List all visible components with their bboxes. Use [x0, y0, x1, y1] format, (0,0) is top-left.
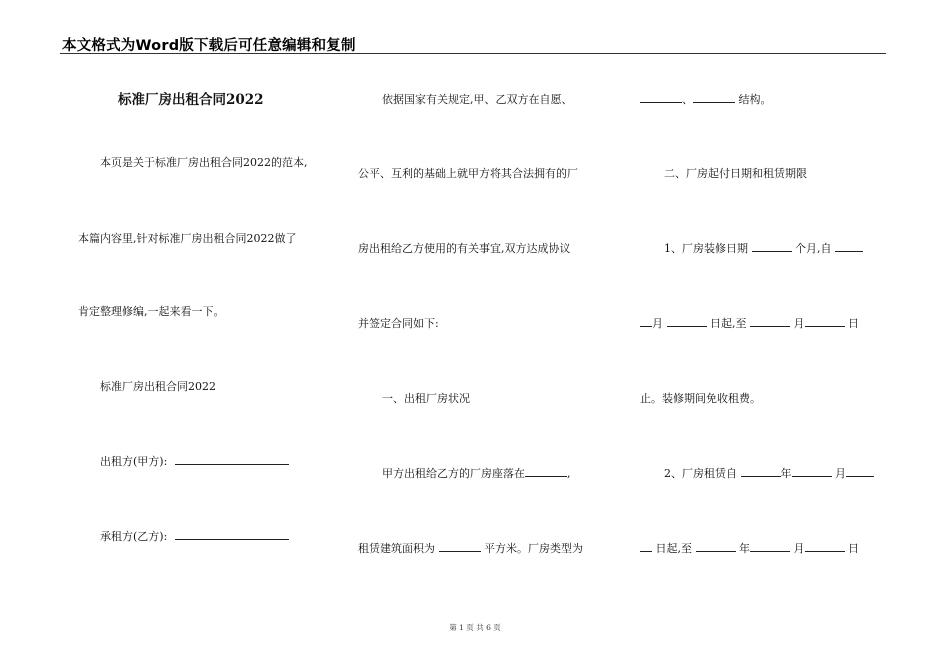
- renovation-date-line: [640, 317, 859, 331]
- document-header: 本文格式为Word版下载后可任意编辑和复制: [62, 38, 356, 54]
- intro-line-1: 本页是关于标准厂房出租合同2022的范本,: [100, 156, 308, 169]
- area-blank: [439, 542, 481, 552]
- renovation-line: [664, 242, 863, 256]
- area-unit-text: 平方米。厂房类型为: [484, 542, 583, 555]
- lessee-label: 承租方(乙方):: [100, 530, 168, 543]
- structure-sep: 、: [682, 93, 693, 106]
- renovation-start-blank: [640, 317, 652, 327]
- renovation-months-blank: [752, 242, 792, 252]
- lease-start-day-blank: [640, 542, 652, 552]
- renovation-month-1: 月: [652, 317, 663, 330]
- area-text: 租赁建筑面积为: [358, 542, 435, 555]
- area-line: [358, 542, 583, 556]
- lease-term-line: [664, 467, 874, 481]
- intro-line-2: 本篇内容里,针对标准厂房出租合同2022做了: [78, 232, 297, 245]
- lessor-blank: [175, 455, 289, 465]
- renovation-text: 1、厂房装修日期: [664, 242, 748, 255]
- renovation-year-blank: [835, 242, 863, 252]
- clause-line-2: 公平、互利的基础上就甲方将其合法拥有的厂: [358, 167, 578, 180]
- renovation-to-text: 日起,至: [710, 317, 747, 330]
- lease-month-blank: [792, 467, 832, 477]
- lease-to-text: 日起,至: [655, 542, 692, 555]
- clause-line-3: 房出租给乙方使用的有关事宜,双方达成协议: [358, 242, 571, 255]
- contract-subtitle: 标准厂房出租合同2022: [100, 380, 216, 393]
- lessor-label: 出租方(甲方):: [100, 455, 168, 468]
- clause-line-1: 依据国家有关规定,甲、乙双方在自愿、: [382, 93, 573, 106]
- structure-line: [640, 93, 772, 107]
- renovation-free-line: 止。装修期间免收租费。: [640, 392, 761, 405]
- structure-blank-1: [640, 93, 682, 103]
- structure-text: 结构。: [738, 93, 772, 106]
- clause-line-4: 并签定合同如下:: [358, 317, 439, 330]
- lease-end-year-blank: [696, 542, 736, 552]
- lease-end-line: [640, 542, 859, 556]
- lease-end-day-label: 日: [848, 542, 859, 555]
- renovation-end-day-blank: [805, 317, 845, 327]
- page-number: 第 1 页 共 6 页: [449, 623, 501, 632]
- lease-year-label: 年: [780, 467, 792, 480]
- renovation-day-2: 日: [848, 317, 859, 330]
- location-line: [382, 467, 571, 481]
- section-2-heading: 二、厂房起付日期和租赁期限: [664, 167, 807, 180]
- lease-end-month-label: 月: [793, 542, 805, 555]
- renovation-month-2: 月: [793, 317, 805, 330]
- section-1-heading: 一、出租厂房状况: [382, 392, 470, 405]
- lease-day-blank: [846, 467, 874, 477]
- lease-year-blank: [741, 467, 781, 477]
- lessee-line: [100, 530, 289, 544]
- location-comma: ,: [567, 467, 571, 480]
- renovation-end-blank: [750, 317, 790, 327]
- lease-end-month-blank: [750, 542, 790, 552]
- lease-month-label: 月: [835, 467, 846, 480]
- document-title: 标准厂房出租合同2022: [118, 92, 264, 108]
- lessor-line: [100, 455, 289, 469]
- renovation-day-blank: [667, 317, 707, 327]
- location-blank: [525, 467, 567, 477]
- intro-line-3: 肯定整理修编,一起来看一下。: [78, 305, 225, 318]
- location-text: 甲方出租给乙方的厂房座落在: [382, 467, 525, 480]
- lease-end-year-label: 年: [739, 542, 750, 555]
- lease-end-day-blank: [805, 542, 845, 552]
- renovation-from-text: 个月,自: [795, 242, 832, 255]
- lessee-blank: [175, 530, 289, 540]
- header-rule: [60, 53, 886, 54]
- lease-term-text: 2、厂房租赁自: [664, 467, 737, 480]
- structure-blank-2: [693, 93, 735, 103]
